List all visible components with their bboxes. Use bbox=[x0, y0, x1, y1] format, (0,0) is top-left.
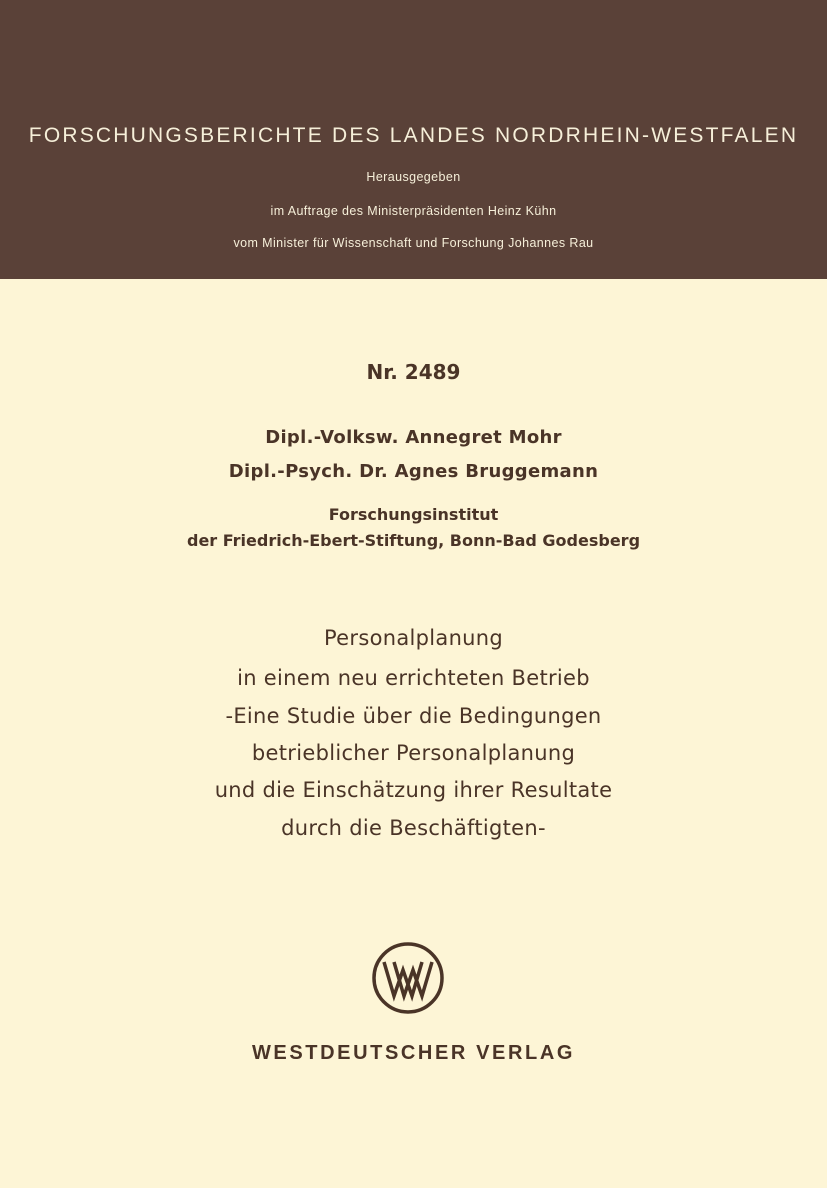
author-2: Dipl.-Psych. Dr. Agnes Bruggemann bbox=[228, 461, 599, 482]
editor-line-minister: vom Minister für Wissenschaft und Forschung Johannes Rau bbox=[233, 236, 594, 250]
author-1: Dipl.-Volksw. Annegret Mohr bbox=[265, 427, 562, 448]
publisher-name: WESTDEUTSCHER VERLAG bbox=[251, 1042, 576, 1064]
editor-line-herausgegeben: Herausgegeben bbox=[366, 170, 461, 184]
title-line-4: betrieblicher Personalplanung bbox=[251, 741, 576, 765]
volume-number: Nr. 2489 bbox=[366, 360, 461, 384]
institute-line-1: Forschungsinstitut bbox=[328, 505, 499, 524]
editor-line-ministerpraesident: im Auftrage des Ministerpräsidenten Heinz Kühn bbox=[270, 204, 557, 218]
title-line-2: in einem neu errichteten Betrieb bbox=[237, 666, 590, 690]
series-title: FORSCHUNGSBERICHTE DES LANDES NORDRHEIN-WESTFALEN bbox=[28, 124, 799, 147]
institute-line-2: der Friedrich-Ebert-Stiftung, Bonn-Bad Godesberg bbox=[186, 531, 641, 550]
title-line-3: -Eine Studie über die Bedingungen bbox=[225, 704, 602, 728]
title-line-5: und die Einschätzung ihrer Resultate bbox=[214, 778, 613, 802]
title-line-1: Personalplanung bbox=[323, 626, 504, 650]
title-line-6: durch die Beschäftigten- bbox=[281, 816, 546, 840]
wv-monogram-icon bbox=[370, 940, 446, 1016]
